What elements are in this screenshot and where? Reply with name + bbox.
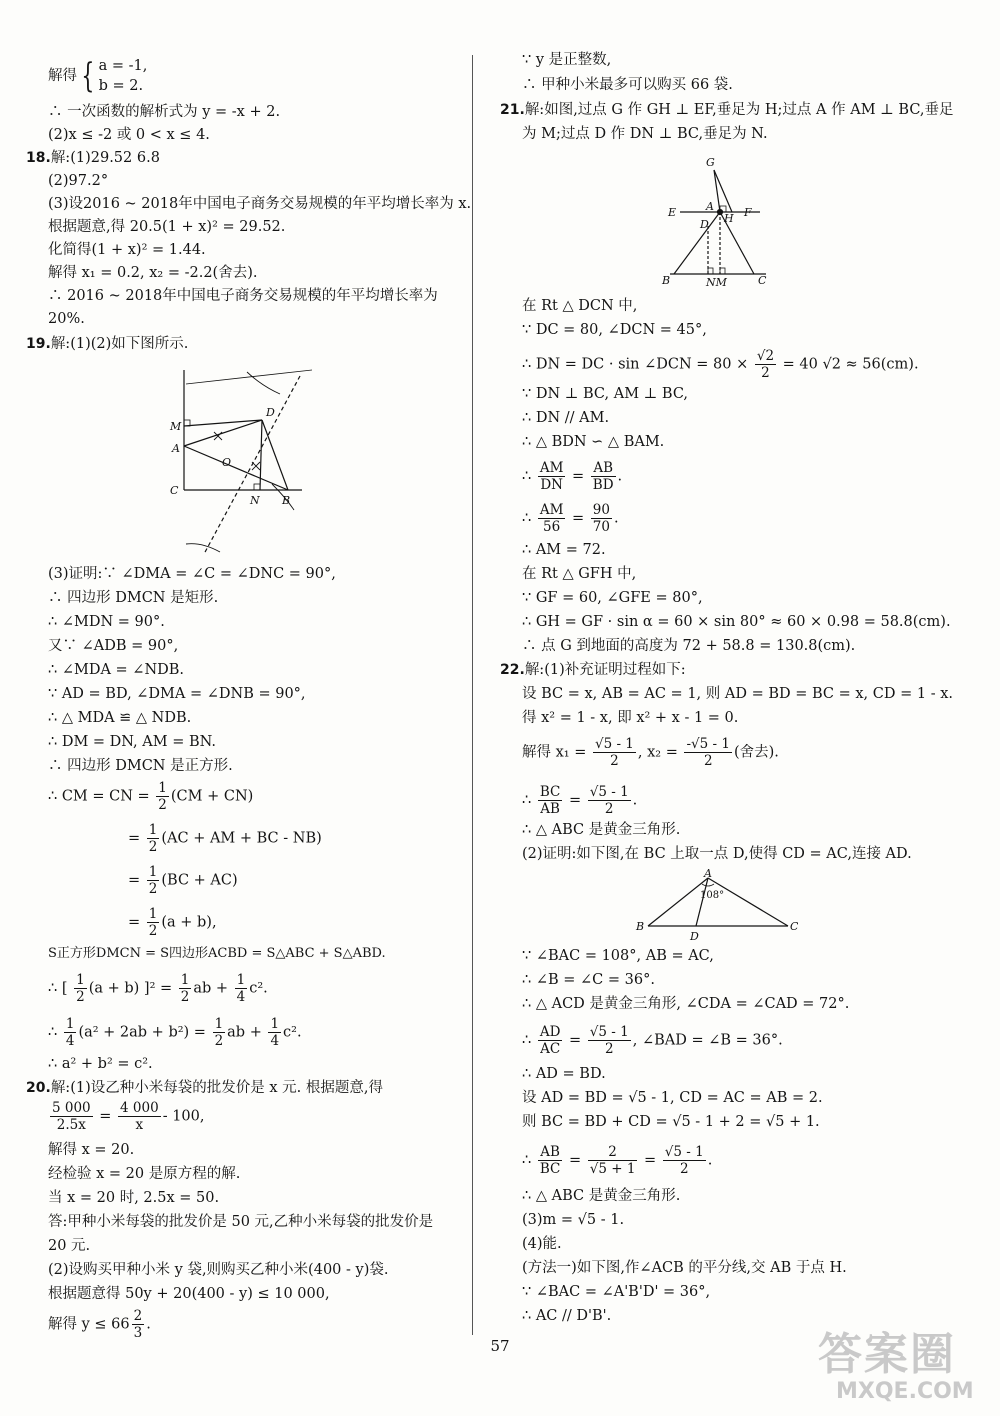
- label-N: N: [250, 494, 260, 507]
- q21: [500, 100, 954, 120]
- text: .: [613, 510, 619, 527]
- equation: [26, 822, 322, 855]
- line: ∴ GH = GF · sin α = 60 × sin 80° ≈ 60 × 0.98 = 58.8(cm).: [522, 614, 951, 630]
- line: ∴ 四边形 DMCN 是正方形.: [48, 758, 233, 774]
- text: , x₂ =: [637, 744, 678, 761]
- line: ∴ ∠MDN = 90°.: [48, 614, 165, 630]
- equation: [500, 1144, 712, 1177]
- fraction: [591, 460, 616, 493]
- denominator: x: [135, 1117, 144, 1133]
- figure-22-svg: [628, 868, 798, 946]
- page-number: 57: [490, 1337, 510, 1355]
- text: , ∠BAD = ∠B = 36°.: [632, 1032, 783, 1049]
- line: ∵ DN ⊥ BC, AM ⊥ BC,: [522, 386, 689, 402]
- line: ∴ AD = BD.: [522, 1066, 606, 1082]
- brace: {: [81, 56, 95, 96]
- line: ∴ 2016 ~ 2018年中国电子商务交易规模的年平均增长率为: [48, 288, 438, 304]
- denominator: 2: [148, 881, 158, 897]
- equation: [26, 1016, 302, 1049]
- denominator: 4: [65, 1033, 75, 1049]
- line: (2)97.2°: [48, 173, 109, 189]
- numerator: √5 - 1: [589, 784, 629, 800]
- denominator: 2.5x: [56, 1117, 86, 1133]
- denominator: 2: [604, 801, 614, 817]
- line: ∴ ∠MDA = ∠NDB.: [48, 662, 185, 678]
- line: 解得 x₁ = 0.2, x₂ = -2.2(舍去).: [48, 265, 258, 281]
- line: S正方形DMCN = S四边形ACBD = S△ABC + S△ABD.: [48, 946, 386, 961]
- numerator: 1: [158, 780, 167, 796]
- q22: [500, 660, 686, 680]
- denominator: 2: [679, 1161, 689, 1177]
- text: ∴: [522, 468, 532, 485]
- equation: [26, 906, 217, 939]
- text: =: [644, 1152, 657, 1169]
- fraction: [118, 1100, 161, 1133]
- line: 设 BC = x, AB = AC = 1, 则 AD = BD = BC = x, CD = 1 - x.: [522, 686, 953, 702]
- line: 为 M;过点 D 作 DN ⊥ BC,垂足为 N.: [522, 126, 768, 142]
- text: =: [568, 792, 582, 809]
- fraction: [663, 1144, 706, 1177]
- numerator: 1: [148, 864, 158, 880]
- question-number: 19.: [26, 336, 51, 352]
- line: ∴ AC // D'B'.: [522, 1308, 612, 1324]
- fraction: [591, 502, 612, 535]
- text: ∴: [522, 1032, 532, 1049]
- equation: [26, 972, 268, 1005]
- fraction: [268, 1016, 281, 1049]
- line: ∴ △ ABC 是黄金三角形.: [522, 822, 681, 838]
- numerator: 1: [236, 972, 246, 988]
- line: ∴ 点 G 到地面的高度为 72 + 58.8 = 130.8(cm).: [522, 638, 856, 654]
- line: ∴ 四边形 DMCN 是矩形.: [48, 590, 219, 606]
- text: ∴: [522, 510, 532, 527]
- equation: [500, 348, 919, 381]
- label-D: D: [266, 406, 275, 419]
- line: 解:如图,过点 G 作 GH ⊥ EF,垂足为 H;过点 A 作 AM ⊥ BC,垂足: [524, 102, 954, 118]
- line: 解得 x = 20.: [48, 1142, 135, 1158]
- fraction: [147, 864, 160, 897]
- line: ∴ a² + b² = c².: [48, 1056, 153, 1072]
- line: ∴ AM = 72.: [522, 542, 606, 558]
- label-A: A: [172, 442, 180, 455]
- question-number: 22.: [500, 662, 525, 678]
- fraction: [588, 1144, 638, 1177]
- numerator: √5 - 1: [589, 1024, 629, 1040]
- line: (方法一)如下图,作∠ACB 的平分线,交 AB 于点 H.: [522, 1260, 847, 1276]
- numerator: AD: [539, 1024, 561, 1040]
- line: ∴ △ MDA ≌ △ NDB.: [48, 710, 192, 726]
- line: (2)证明:如下图,在 BC 上取一点 D,使得 CD = AC,连接 AD.: [522, 846, 912, 862]
- fraction: [538, 460, 566, 493]
- denominator: BD: [592, 477, 614, 493]
- line: ∴ DM = DN, AM = BN.: [48, 734, 216, 750]
- label-C: C: [170, 484, 179, 497]
- label-M: M: [170, 420, 182, 433]
- line: ∴ △ ABC 是黄金三角形.: [522, 1188, 681, 1204]
- fraction: [50, 1100, 93, 1133]
- text: ∴: [522, 1152, 532, 1169]
- line: 根据题意得 50y + 20(400 - y) ≤ 10 000,: [48, 1286, 330, 1302]
- fraction: [64, 1016, 77, 1049]
- question-number: 18.: [26, 150, 51, 166]
- text: = 40 √2 ≈ 56(cm).: [782, 356, 919, 373]
- text: (CM + CN): [170, 788, 254, 805]
- denominator: 2: [610, 753, 619, 769]
- text: .: [632, 792, 638, 809]
- text: - 100,: [162, 1108, 205, 1125]
- label-angle: 108°: [700, 890, 725, 901]
- column-divider: [472, 55, 473, 1335]
- text: (a + b) ]² =: [88, 980, 173, 997]
- denominator: 2: [148, 839, 158, 855]
- line: 解:(1)(2)如下图所示.: [50, 336, 189, 352]
- text: =: [569, 1032, 582, 1049]
- numerator: 1: [148, 822, 158, 838]
- numerator: 90: [592, 502, 610, 518]
- denominator: 2: [76, 989, 85, 1005]
- text: =: [99, 1108, 112, 1125]
- denominator: 3: [133, 1325, 143, 1341]
- text: =: [568, 1152, 582, 1169]
- question-number: 20.: [26, 1080, 51, 1096]
- line: ∵ DC = 80, ∠DCN = 45°,: [522, 322, 707, 338]
- q19: [26, 334, 188, 354]
- numerator: √5 - 1: [664, 1144, 704, 1160]
- label-B: B: [636, 920, 645, 933]
- denominator: DN: [540, 477, 563, 493]
- text: 解得 y ≤ 66: [48, 1316, 130, 1333]
- line: 20 元.: [48, 1238, 91, 1254]
- numerator: 1: [180, 972, 190, 988]
- numerator: 2: [133, 1308, 143, 1324]
- equation: [26, 864, 238, 897]
- line: 根据题意,得 20.5(1 + x)² = 29.52.: [48, 219, 286, 235]
- denominator: 2: [703, 753, 713, 769]
- text: (BC + AC): [161, 872, 238, 889]
- watermark-logo: [818, 1330, 990, 1410]
- line: 得 x² = 1 - x, 即 x² + x - 1 = 0.: [522, 710, 739, 726]
- text: ∴ [: [48, 980, 68, 997]
- line: (3)设2016 ~ 2018年中国电子商务交易规模的年平均增长率为 x.: [48, 196, 472, 212]
- fraction: [147, 822, 160, 855]
- fraction: [538, 784, 563, 817]
- line: 经检验 x = 20 是原方程的解.: [48, 1166, 241, 1182]
- eq-b: b = 2.: [98, 78, 144, 94]
- numerator: 1: [148, 906, 158, 922]
- system: [99, 56, 148, 96]
- numerator: AM: [539, 460, 564, 476]
- line: (2)设购买甲种小米 y 袋,则购买乙种小米(400 - y)袋.: [48, 1262, 389, 1278]
- line: 当 x = 20 时, 2.5x = 50.: [48, 1190, 220, 1206]
- line: 答:甲种小米每袋的批发价是 50 元,乙种小米每袋的批发价是: [48, 1214, 434, 1230]
- fraction: [179, 972, 192, 1005]
- numerator: 1: [214, 1016, 224, 1032]
- figure-21-svg: [660, 150, 780, 290]
- denominator: √5 + 1: [589, 1161, 636, 1177]
- text: =: [128, 830, 141, 847]
- fraction: [755, 348, 776, 381]
- label-B: B: [282, 494, 291, 507]
- figure-22: [628, 868, 798, 946]
- line: (4)能.: [522, 1236, 562, 1252]
- label-E: E: [668, 206, 677, 219]
- label-D: D: [690, 930, 699, 943]
- line: ∴ △ ACD 是黄金三角形, ∠CDA = ∠CAD = 72°.: [522, 996, 850, 1012]
- line: ∵ ∠BAC = 108°, AB = AC,: [522, 948, 714, 964]
- figure-21: [660, 150, 780, 290]
- text: ab +: [227, 1024, 262, 1041]
- numerator: 4 000: [120, 1100, 159, 1116]
- denominator: 2: [214, 1033, 224, 1049]
- equation: [500, 502, 619, 535]
- line: 20%.: [48, 311, 85, 327]
- denominator: AC: [540, 1041, 561, 1057]
- denominator: 2: [604, 1041, 614, 1057]
- fraction: [593, 736, 636, 769]
- label-A: A: [704, 868, 712, 880]
- q18: [26, 148, 160, 168]
- equation: [26, 780, 253, 813]
- denominator: 4: [270, 1033, 280, 1049]
- equation: [500, 1024, 783, 1057]
- fraction: [538, 502, 566, 535]
- denominator: BC: [539, 1161, 561, 1177]
- numerator: √2: [756, 348, 775, 364]
- line: 解:(1)补充证明过程如下:: [524, 662, 686, 678]
- text: 解得 x₁ =: [522, 744, 587, 761]
- equation: [26, 1100, 204, 1133]
- label-H: H: [724, 212, 734, 225]
- label-B: B: [662, 274, 671, 287]
- fraction: [147, 906, 160, 939]
- text: ∴: [48, 1024, 58, 1041]
- fraction: [156, 780, 169, 813]
- line: (3)证明:∵ ∠DMA = ∠C = ∠DNC = 90°,: [48, 566, 336, 582]
- fraction: [74, 972, 87, 1005]
- line: 又∵ ∠ADB = 90°,: [48, 638, 179, 654]
- denominator: 2: [761, 365, 770, 381]
- numerator: 5 000: [52, 1100, 91, 1116]
- line: ∴ 甲种小米最多可以购买 66 袋.: [522, 77, 733, 93]
- numerator: 1: [65, 1016, 75, 1032]
- fraction: [538, 1024, 563, 1057]
- denominator: 4: [236, 989, 246, 1005]
- numerator: √5 - 1: [594, 736, 634, 752]
- text: (AC + AM + BC - NB): [161, 830, 322, 847]
- text: ∴ DN = DC · sin ∠DCN = 80 ×: [522, 356, 749, 373]
- text: c².: [283, 1024, 302, 1041]
- numerator: 1: [270, 1016, 280, 1032]
- text: (舍去).: [733, 744, 779, 761]
- fraction: [588, 1024, 631, 1057]
- text: =: [572, 510, 585, 527]
- fraction: [213, 1016, 226, 1049]
- text: (a + b),: [161, 914, 217, 931]
- line: ∴ 一次函数的解析式为 y = -x + 2.: [48, 104, 281, 120]
- line: 设 AD = BD = √5 - 1, CD = AC = AB = 2.: [522, 1090, 823, 1106]
- text: =: [128, 872, 141, 889]
- text: 解得: [48, 68, 77, 84]
- text: =: [572, 468, 585, 485]
- label-O: O: [222, 456, 232, 469]
- line: 在 Rt △ DCN 中,: [522, 298, 638, 314]
- label-C: C: [790, 920, 798, 933]
- line: ∵ ∠BAC = ∠A'B'D' = 36°,: [522, 1284, 711, 1300]
- question-number: 21.: [500, 102, 525, 118]
- fraction: [684, 736, 732, 769]
- line: 在 Rt △ GFH 中,: [522, 566, 637, 582]
- numerator: AB: [538, 1144, 563, 1161]
- numerator: BC: [539, 784, 561, 800]
- text: .: [146, 1316, 151, 1333]
- line: ∴ ∠B = ∠C = 36°.: [522, 972, 655, 988]
- q20: [26, 1078, 383, 1098]
- numerator: 2: [588, 1144, 638, 1161]
- numerator: 1: [76, 972, 85, 988]
- line: ∴ DN // AM.: [522, 410, 610, 426]
- line: 则 BC = BD + CD = √5 - 1 + 2 = √5 + 1.: [522, 1114, 820, 1130]
- text: (a² + 2ab + b²) =: [78, 1024, 206, 1041]
- text: c².: [249, 980, 268, 997]
- numerator: AM: [539, 502, 564, 518]
- text: =: [128, 914, 141, 931]
- denominator: 70: [592, 519, 610, 535]
- label-G: G: [706, 156, 715, 169]
- numerator: AB: [591, 460, 616, 477]
- watermark-title: 答案圈: [818, 1329, 956, 1380]
- fraction: [588, 784, 631, 817]
- label-C: C: [758, 274, 767, 287]
- line: 化简得(1 + x)² = 1.44.: [48, 242, 206, 258]
- label-D: D: [700, 218, 709, 231]
- denominator: 2: [180, 989, 190, 1005]
- line: (3)m = √5 - 1.: [522, 1212, 625, 1228]
- figure-19-svg: [162, 364, 322, 564]
- line: (2)x ≤ -2 或 0 < x ≤ 4.: [48, 127, 210, 143]
- text: .: [707, 1152, 713, 1169]
- text: ab +: [193, 980, 229, 997]
- line: 解:(1)29.52 6.8: [50, 150, 160, 166]
- fraction: [538, 1144, 563, 1177]
- numerator: -√5 - 1: [686, 736, 730, 752]
- fraction: [235, 972, 248, 1005]
- equation: [500, 736, 779, 769]
- label-A: A: [706, 200, 714, 213]
- denominator: 2: [148, 923, 158, 939]
- line: ∵ AD = BD, ∠DMA = ∠DNB = 90°,: [48, 686, 306, 702]
- eq-a: a = -1,: [98, 58, 148, 74]
- denominator: AB: [540, 801, 560, 817]
- line: 解:(1)设乙种小米每袋的批发价是 x 元. 根据题意,得: [50, 1080, 383, 1096]
- equation: [500, 784, 637, 817]
- text: .: [617, 468, 623, 485]
- text: ∴ CM = CN =: [48, 788, 150, 805]
- watermark-site: MXQE.COM: [836, 1379, 974, 1404]
- line: ∴ △ BDN ∽ △ BAM.: [522, 434, 665, 450]
- solution-system: [26, 56, 147, 96]
- line: ∵ y 是正整数,: [522, 52, 612, 68]
- denominator: 56: [543, 519, 561, 535]
- text: ∴: [522, 792, 532, 809]
- equation: [500, 460, 622, 493]
- label-F: F: [744, 206, 752, 219]
- line: ∵ GF = 60, ∠GFE = 80°,: [522, 590, 703, 606]
- denominator: 2: [158, 797, 167, 813]
- label-NM: NM: [706, 276, 727, 289]
- figure-19: [162, 364, 322, 564]
